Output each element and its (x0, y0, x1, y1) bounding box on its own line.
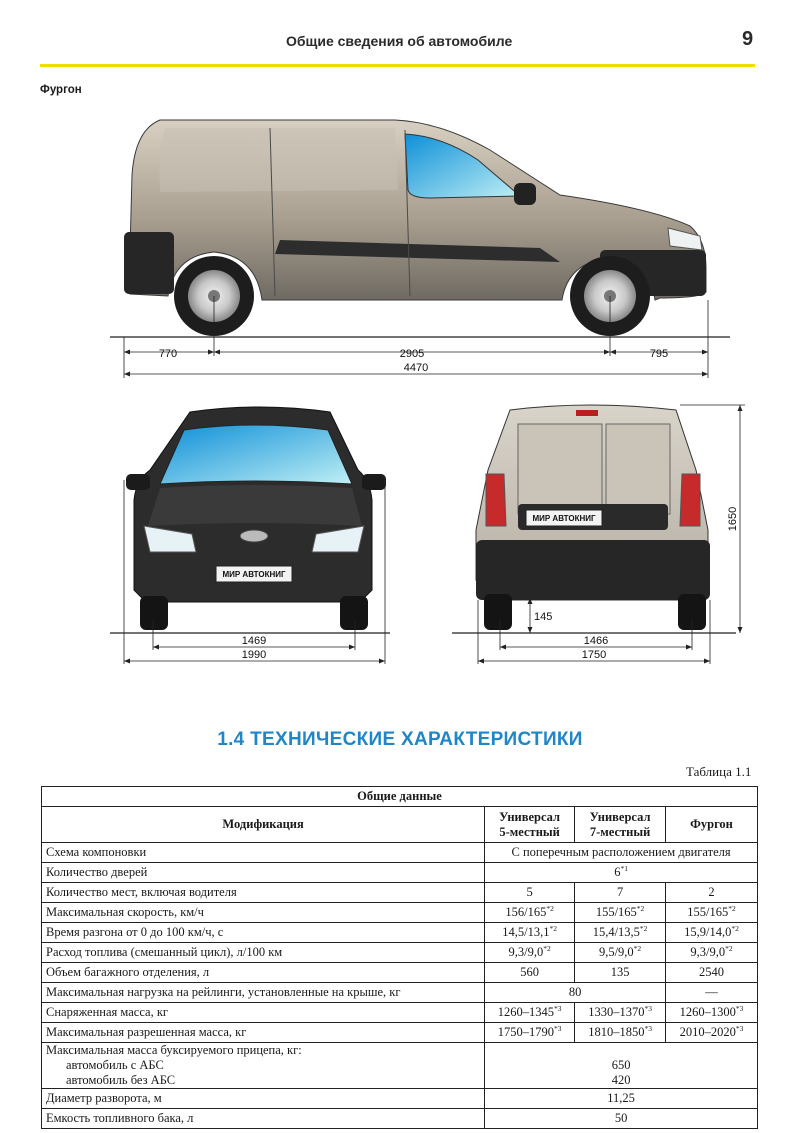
front-wheel-left (140, 596, 168, 630)
table-row: Максимальная разрешенная масса, кг 1750–1790$^{*3}$ 1810–1850$^{*3}$ 2010–2020$^{*3}$ (42, 1023, 758, 1043)
table-row: Количество мест, включая водителя 5 7 2 (42, 883, 758, 903)
table-row: Снаряженная масса, кг 1260–1345$^{*3}$ 1330–1370$^{*3}$ 1260–1300$^{*3}$ (42, 1003, 758, 1023)
table-row: Диаметр разворота, м 11,25 (42, 1089, 758, 1109)
rear-view (452, 405, 745, 664)
dim-rear-overhang: 795 (649, 348, 669, 360)
table-group-row (42, 787, 758, 807)
rear-stop-light (576, 410, 598, 416)
col-header-wagon-7: Универсал 7-местный (575, 807, 666, 843)
table-caption: Таблица 1.1 (686, 764, 752, 779)
spec-table (41, 786, 758, 1129)
front-windshield (160, 425, 352, 484)
rear-light-right (680, 474, 700, 526)
front-hood (148, 485, 362, 526)
col-header-wagon-5: Универсал 5-местный (485, 807, 575, 843)
dim-front-track: 1469 (241, 635, 267, 647)
table-row: Максимальная скорость, км/ч 156/165$^{*2}$ 155/165$^{*2}$ 155/165$^{*2}$ (42, 903, 758, 923)
table-row: Максимальная нагрузка на рейлинги, установленные на крыше, кг 80 — (42, 983, 758, 1003)
dim-clearance: 145 (534, 611, 553, 623)
front-emblem (240, 530, 268, 542)
table-row-towing: Максимальная масса буксируемого прицепа, кг: автомобиль с АБС автомобиль без АБС 650 420 (42, 1043, 758, 1089)
front-plate-text: МИР АВТОКНИГ (222, 570, 286, 579)
rear-door-right (606, 424, 670, 514)
dim-front-width: 1990 (241, 649, 267, 661)
front-view (110, 407, 390, 664)
side-bumper-rear (124, 232, 174, 294)
front-mirror-right (362, 474, 386, 490)
col-header-van: Фургон (666, 807, 758, 843)
dim-length: 4470 (403, 362, 429, 374)
table-group-title: Общие данные (42, 787, 758, 807)
rear-light-left (486, 474, 506, 526)
dim-wheelbase: 2905 (399, 348, 425, 360)
side-mirror (514, 183, 536, 205)
figure-label: Фургон (40, 84, 82, 96)
table-row: Емкость топливного бака, л 50 (42, 1109, 758, 1129)
dim-rear-track: 1466 (583, 635, 609, 647)
table-row: Объем багажного отделения, л 560 135 2540 (42, 963, 758, 983)
side-window-rear (160, 128, 398, 192)
front-wheel-right (340, 596, 368, 630)
rear-door-left (518, 424, 602, 514)
page-number: 9 (742, 28, 754, 50)
side-view (110, 120, 730, 378)
table-header-row (42, 807, 758, 843)
col-header-modification: Модификация (42, 807, 485, 843)
table-row: Схема компоновки С поперечным расположением двигателя (42, 843, 758, 863)
table-row: Время разгона от 0 до 100 км/ч, с 14,5/13,1$^{*2}$ 15,4/13,5$^{*2}$ 15,9/14,0$^{*2}$ (42, 923, 758, 943)
table-row: Количество дверей 6$^{*1}$ (42, 863, 758, 883)
dim-rear-width: 1750 (581, 649, 607, 661)
running-head: Общие сведения об автомобиле (286, 33, 513, 49)
front-mirror-left (126, 474, 150, 490)
section-title: 1.4 ТЕХНИЧЕСКИЕ ХАРАКТЕРИСТИКИ (217, 729, 583, 750)
rear-wheel-left (484, 594, 512, 630)
dim-front-overhang: 770 (158, 348, 178, 360)
dim-height: 1650 (727, 506, 739, 532)
rear-plate-text: МИР АВТОКНИГ (532, 514, 596, 523)
rear-bumper (476, 540, 710, 600)
table-row: Расход топлива (смешанный цикл), л/100 км 9,3/9,0$^{*2}$ 9,5/9,0$^{*2}$ 9,3/9,0$^{*2}$ (42, 943, 758, 963)
